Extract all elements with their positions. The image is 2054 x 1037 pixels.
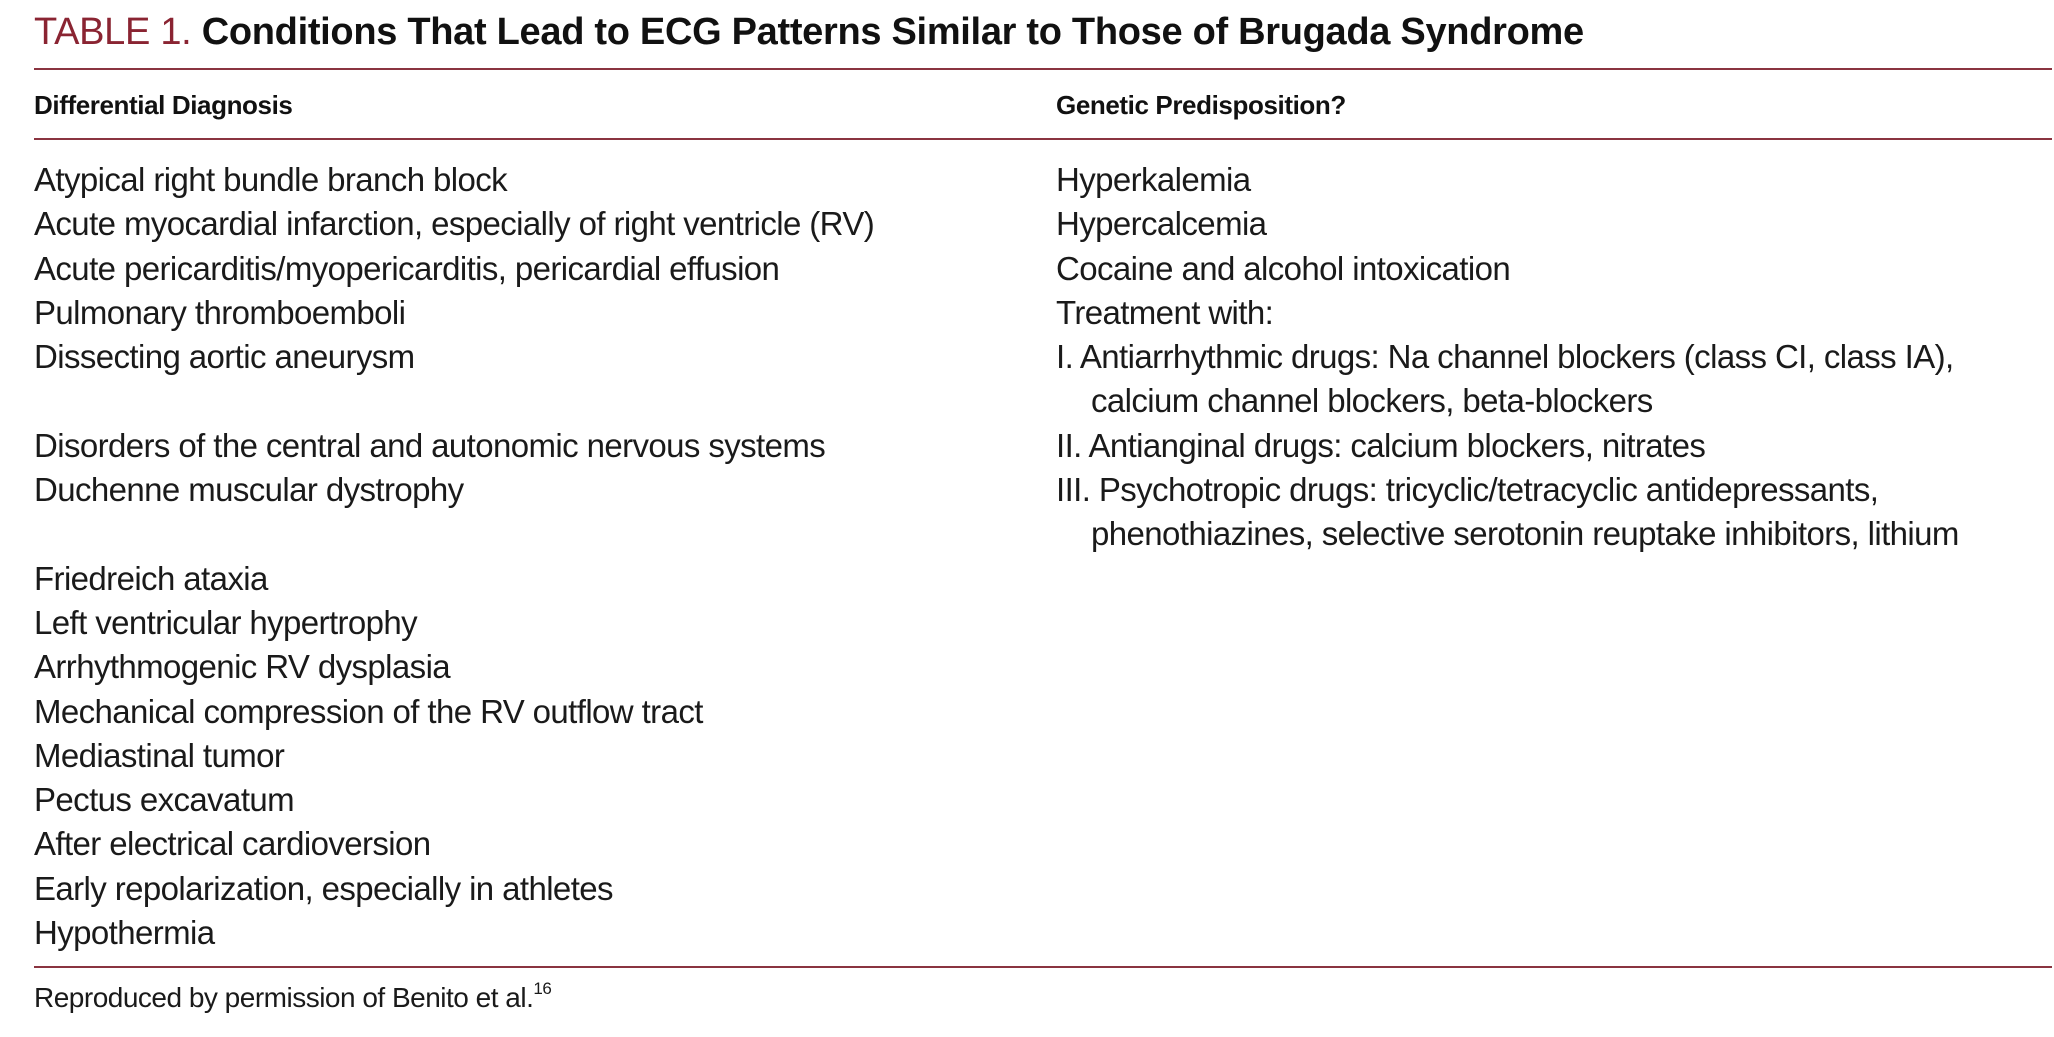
header-rule — [34, 138, 2052, 140]
table-label: TABLE 1. — [34, 11, 192, 53]
list-item: Friedreich ataxia — [34, 559, 268, 597]
list-item: Treatment with: — [1056, 293, 1274, 331]
list-item: Pulmonary thromboemboli — [34, 293, 406, 331]
list-item: Mediastinal tumor — [34, 736, 285, 774]
differential-diagnosis-column — [34, 158, 1034, 955]
list-item: Cocaine and alcohol intoxication — [1056, 249, 1511, 287]
treatment-item-psychotropic: III. Psychotropic drugs: tricyclic/tetracyclic antidepressants, phenothiazines, selective serotonin reuptake inhibitors, lithium — [1056, 471, 1959, 553]
list-item: Dissecting aortic aneurysm — [34, 338, 415, 376]
list-item: Hypothermia — [34, 914, 215, 952]
bottom-rule — [34, 966, 2052, 968]
column-header-differential-diagnosis: Differential Diagnosis — [34, 90, 293, 120]
list-item: Acute myocardial infarction, especially of right ventricle (RV) — [34, 205, 875, 243]
list-item: Arrhythmogenic RV dysplasia — [34, 648, 451, 686]
list-item: After electrical cardioversion — [34, 825, 431, 863]
table-title — [34, 8, 1584, 56]
list-item: Hypercalcemia — [1056, 205, 1267, 243]
column-header-genetic-predisposition: Genetic Predisposition? — [1056, 90, 1346, 120]
treatment-item-antianginal: II. Antianginal drugs: calcium blockers, nitrates — [1056, 426, 1706, 464]
list-item: Disorders of the central and autonomic nervous systems — [34, 426, 826, 464]
list-item: Acute pericarditis/myopericarditis, pericardial effusion — [34, 249, 780, 287]
table-footnote — [34, 978, 551, 1018]
treatment-item-antiarrhythmic: I. Antiarrhythmic drugs: Na channel blockers (class CI, class IA), calcium channel blockers, beta-blockers — [1056, 338, 1954, 420]
list-item: Mechanical compression of the RV outflow tract — [34, 692, 703, 730]
list-item: Left ventricular hypertrophy — [34, 603, 418, 641]
top-rule — [34, 68, 2052, 70]
list-item: Duchenne muscular dystrophy — [34, 471, 464, 509]
footnote-text: Reproduced by permission of Benito et al. — [34, 982, 534, 1013]
list-item: Atypical right bundle branch block — [34, 161, 508, 198]
list-item: Pectus excavatum — [34, 781, 295, 819]
footnote-reference: 16 — [533, 979, 552, 998]
list-item: Early repolarization, especially in athletes — [34, 869, 613, 907]
genetic-predisposition-column — [1056, 158, 2046, 557]
table-title-text: Conditions That Lead to ECG Patterns Similar to Those of Brugada Syndrome — [201, 11, 1584, 53]
list-item: Hyperkalemia — [1056, 161, 1251, 198]
